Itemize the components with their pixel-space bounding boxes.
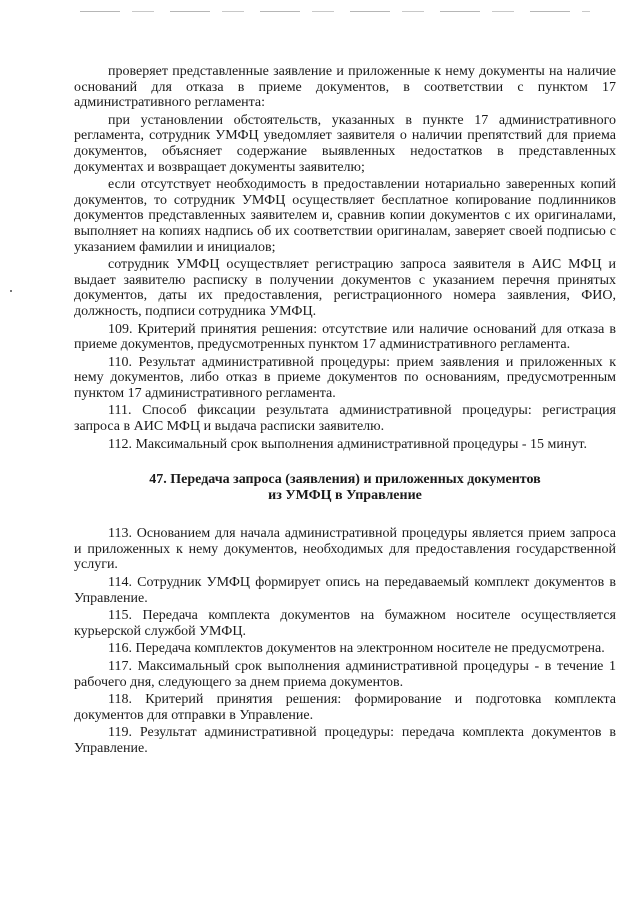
paragraph-110: 110. Результат административной процедуры: прием заявления и приложенных к нему документов, либо отказ в приеме документов по основаниям, предусмотренным пунктом 17 административного регламента. (74, 354, 616, 401)
paragraph-111: 111. Способ фиксации результата административной процедуры: регистрация запроса в АИС МФЦ и выдача расписки заявителю. (74, 403, 616, 435)
section-heading-47 (74, 472, 616, 504)
paragraph-114: 114. Сотрудник УМФЦ формирует опись на передаваемый комплект документов в Управление. (74, 575, 616, 606)
paragraph-115: 115. Передача комплекта документов на бумажном носителе осуществляется курьерской службой УМФЦ. (74, 608, 616, 639)
paragraph-112: 112. Максимальный срок выполнения административной процедуры - 15 минут. (108, 436, 587, 452)
paragraph-registration: сотрудник УМФЦ осуществляет регистрацию запроса заявителя в АИС МФЦ и выдает заявителю расписку в получении документов с указанием перечня принятых документов, даты их предоставления, регистрационного номера заявления, ФИО, должность, подписи сотрудника УМФЦ. (74, 257, 616, 319)
scan-top-rule (80, 11, 590, 12)
paragraph-113: 113. Основанием для начала административной процедуры является прием запроса и приложенных к нему документов, необходимых для предоставления государственной услуги. (74, 526, 616, 573)
paragraph-119: 119. Результат административной процедуры: передача комплекта документов в Управление. (74, 725, 616, 756)
document-body (74, 64, 616, 759)
section-heading-line-2: из УМФЦ в Управление (268, 488, 422, 504)
paragraph-118: 118. Критерий принятия решения: формирование и подготовка комплекта документов для отправки в Управление. (74, 692, 616, 723)
paragraph-116: 116. Передача комплектов документов на электронном носителе не предусмотрена. (108, 641, 605, 657)
section-heading-line-1: 47. Передача запроса (заявления) и приложенных документов (149, 472, 541, 488)
paragraph-117: 117. Максимальный срок выполнения административной процедуры - в течение 1 рабочего дня, следующего за днем приема документов. (74, 659, 616, 690)
paragraph-refusal-circumstances: при установлении обстоятельств, указанных в пункте 17 административного регламента, сотрудник УМФЦ уведомляет заявителя о наличии препятствий для приема документов, объясняет содержание выявленных недостатков в представленных документах и возвращает документы заявителю; (74, 112, 616, 175)
paragraph-copies: если отсутствует необходимость в предоставлении нотариально заверенных копий документов, то сотрудник УМФЦ осуществляет бесплатное копирование подлинников документов представленных заявителем и, сравнив копии документов с их оригиналами, выполняет на копиях надпись об их соответствии оригиналам, заверяет своей подписью с указанием фамилии и инициалов; (74, 177, 616, 255)
paragraph-109: 109. Критерий принятия решения: отсутствие или наличие оснований для отказа в приеме документов, предусмотренных пунктом 17 административного регламента. (74, 321, 616, 353)
scan-margin-mark (10, 290, 12, 292)
paragraph-check-documents: проверяет представленные заявление и приложенные к нему документы на наличие оснований для отказа в приеме документов, в соответствии с пунктом 17 административного регламента: (74, 64, 616, 111)
